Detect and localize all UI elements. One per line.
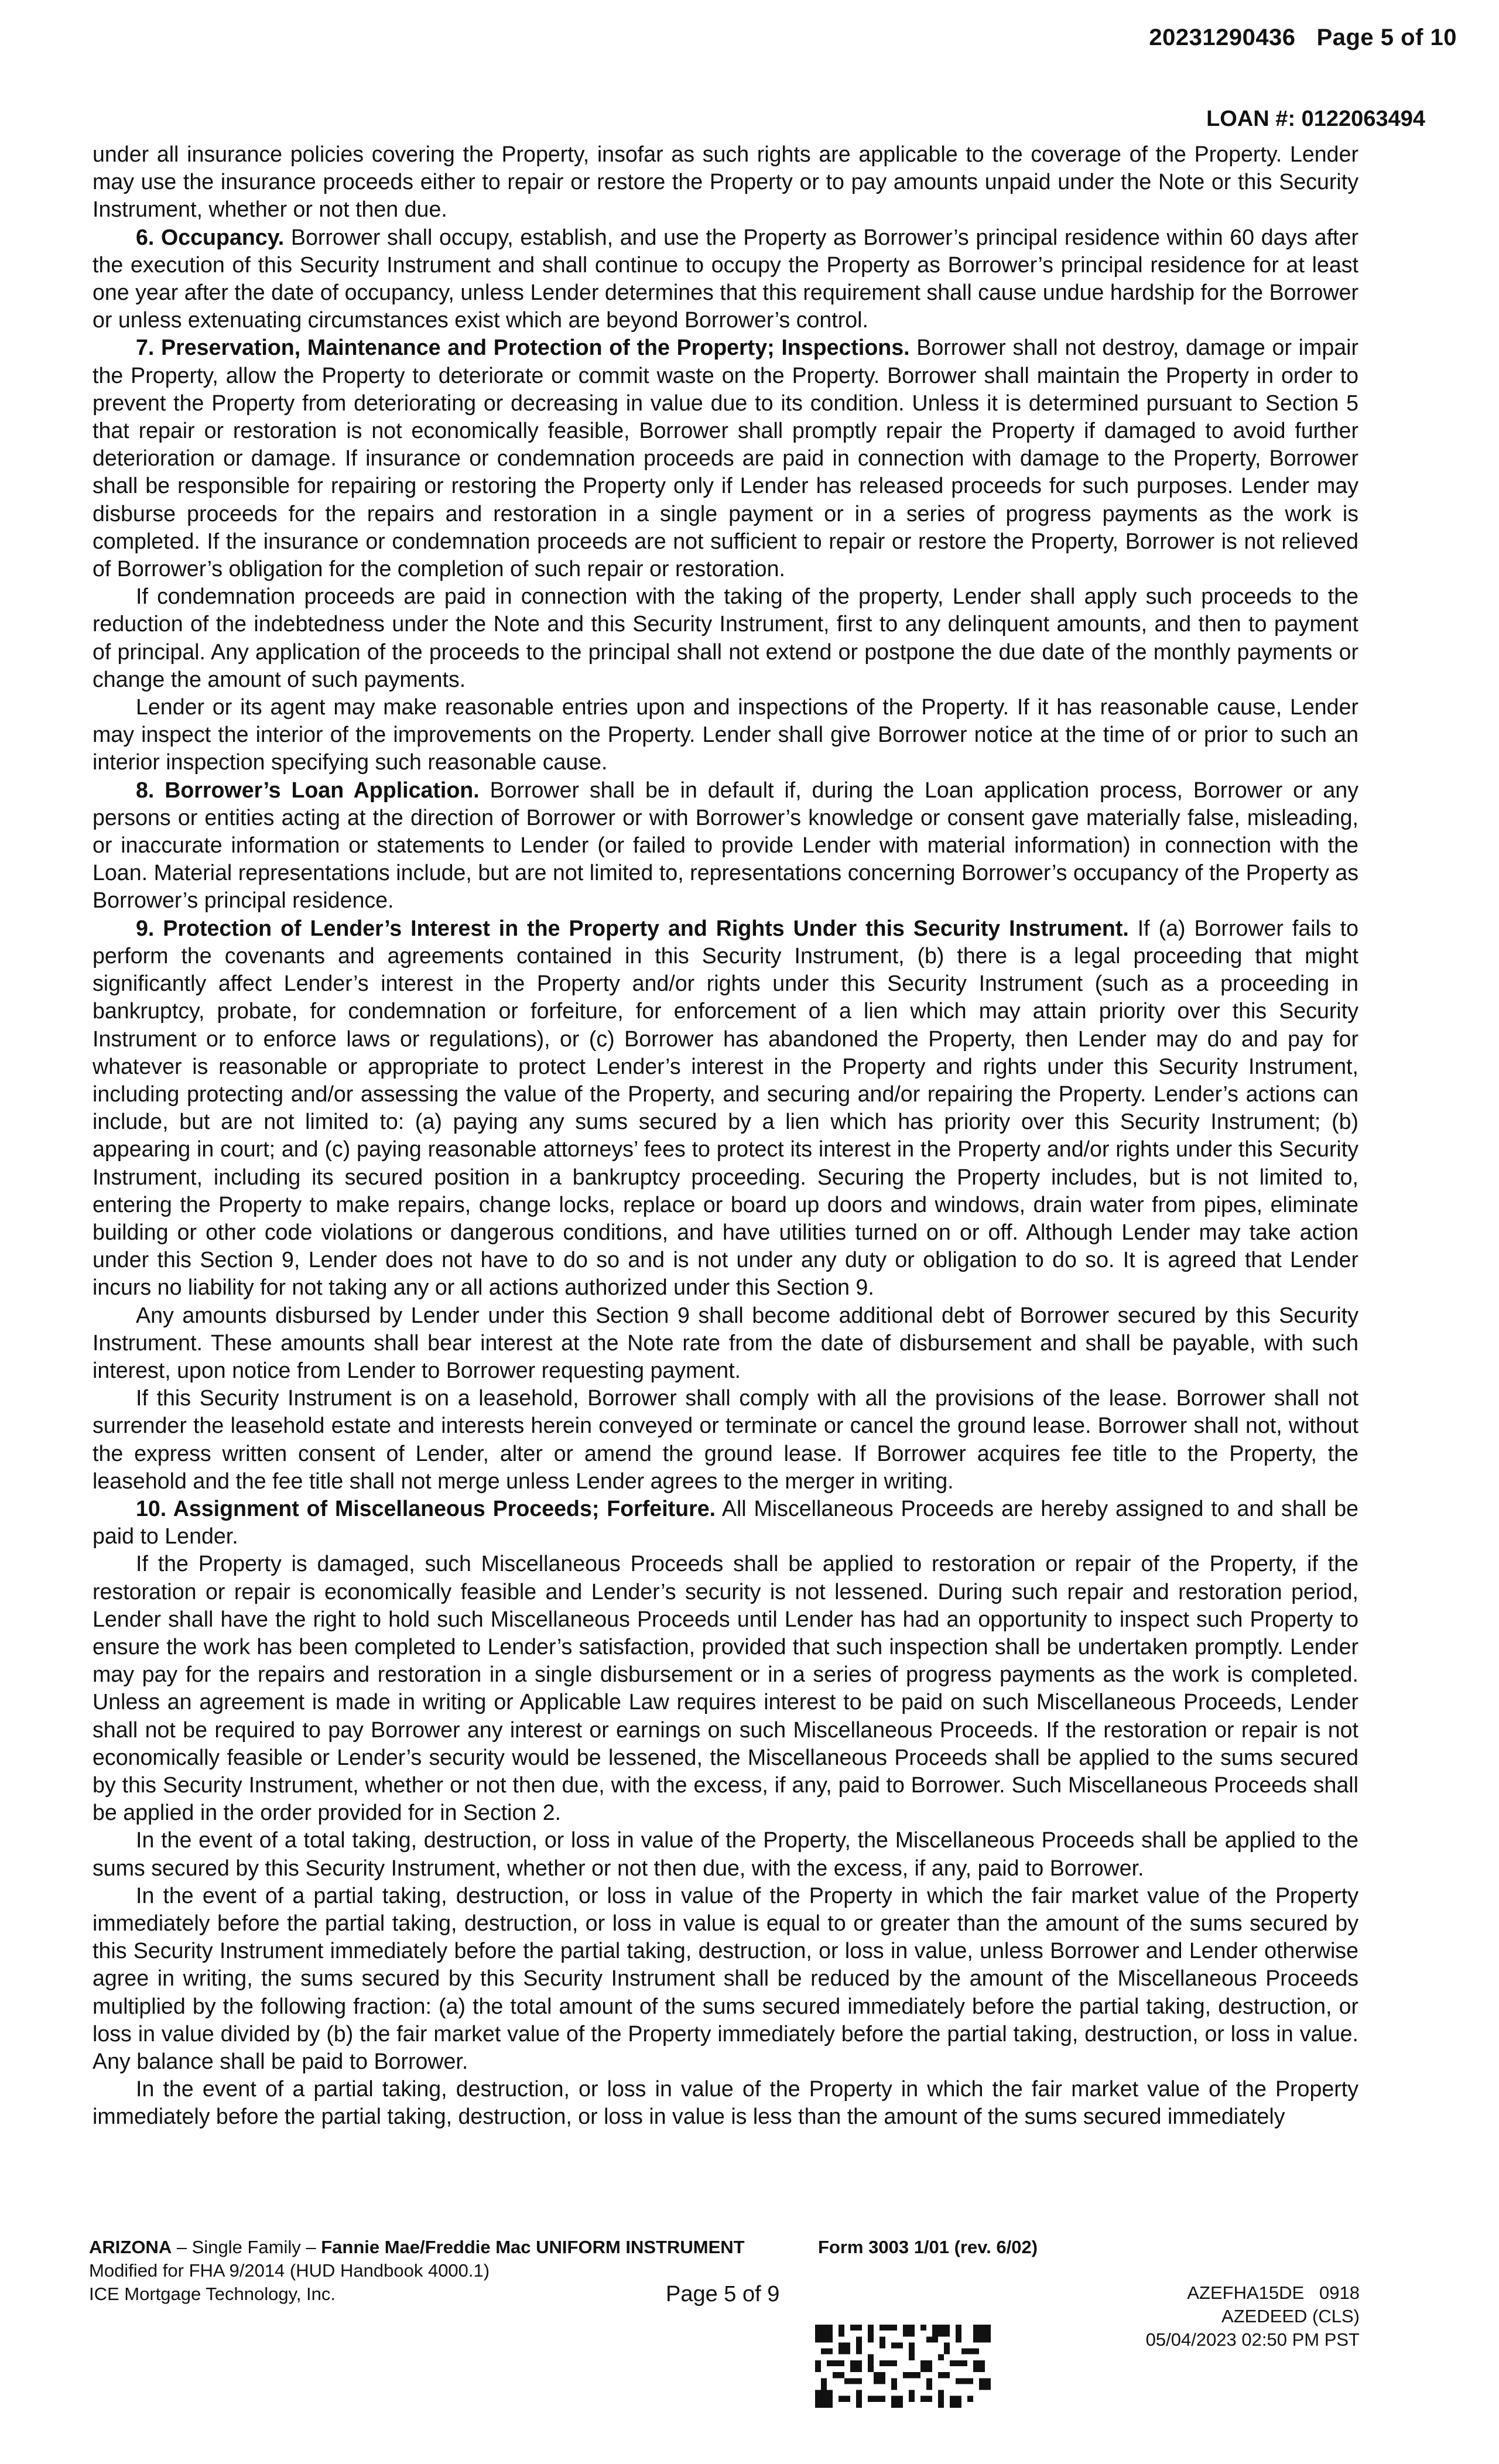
- section-heading: 8. Borrower’s Loan Application.: [136, 777, 480, 802]
- paragraph: Lender or its agent may make reasonable entries upon and inspections of the Property. If it has reasonable cause, Lender may inspect the interior of the improvements on the Property. Lender shall give Borrower notice at the time of or prior to such an interior inspection specifying such reasonable cause.: [93, 694, 1358, 775]
- footer-code-2: AZEDEED (CLS): [1221, 2306, 1360, 2326]
- section-heading: 9. Protection of Lender’s Interest in the Property and Rights Under this Security Instrument.: [136, 915, 1129, 940]
- page-footer: [89, 2236, 1360, 2446]
- footer-vendor: ICE Mortgage Technology, Inc.: [89, 2284, 336, 2304]
- barcode-icon: [815, 2325, 991, 2408]
- footer-form-desc: – Single Family –: [172, 2237, 321, 2257]
- paragraph: under all insurance policies covering the Property, insofar as such rights are applicable to the coverage of the Property. Lender may use the insurance proceeds either to repair or restore the Property or to pay amounts unpaid under the Note or this Security Instrument, whether or not then due.: [93, 142, 1358, 222]
- section-8: [93, 776, 1358, 915]
- paragraph: In the event of a partial taking, destruction, or loss in value of the Property in which the fair market value of the Property immediately before the partial taking, destruction, or loss in value is less than the amount of the sums secured immediately: [93, 2076, 1358, 2129]
- section-heading: 6. Occupancy.: [136, 224, 285, 249]
- document-body: [93, 141, 1358, 2131]
- section-text: Borrower shall not destroy, damage or impair the Property, allow the Property to deteriorate or commit waste on the Property. Borrower shall maintain the Property in order to prevent the Property from deteriorating or decreasing in value due to its condition. Unless it is determined pursuant to Section 5 that repair or restoration is not economically feasible, Borrower shall promptly repair the Property if damaged to avoid further deterioration or damage. If insurance or condemnation proceeds are paid in connection with damage to the Property, Borrower shall be responsible for repairing or restoring the Property only if Lender has released proceeds for such purposes. Lender may disburse proceeds for the repairs and restoration in a single payment or in a series of progress payments as the work is completed. If the insurance or condemnation proceeds are not sufficient to repair or restore the Property, Borrower is not relieved of Borrower’s obligation for the completion of such repair or restoration.: [93, 335, 1358, 581]
- section-heading: 10. Assignment of Miscellaneous Proceeds; Forfeiture.: [136, 1495, 716, 1521]
- section-9: [93, 915, 1358, 1302]
- footer-state: ARIZONA: [89, 2237, 172, 2257]
- recording-header: [1149, 25, 1457, 51]
- section-text: All Miscellaneous Proceeds are hereby assigned to and shall be paid to Lender.: [93, 1495, 1358, 1549]
- section-10: [93, 1495, 1358, 1550]
- paragraph: If condemnation proceeds are paid in connection with the taking of the property, Lender shall apply such proceeds to the reduction of the indebtedness under the Note and this Security Instrument, first to any delinquent amounts, and then to payment of principal. Any application of the proceeds to the principal shall not extend or postpone the due date of the monthly payments or change the amount of such payments.: [93, 584, 1358, 692]
- paragraph: If the Property is damaged, such Miscellaneous Proceeds shall be applied to restoration or repair of the Property, if the restoration or repair is economically feasible and Lender’s security is not lessened. During such repair and restoration period, Lender shall have the right to hold such Miscellaneous Proceeds until Lender has had an opportunity to inspect such Property to ensure the work has been completed to Lender’s satisfaction, provided that such inspection shall be undertaken promptly. Lender may pay for the repairs and restoration in a single disbursement or in a series of progress payments as the work is completed. Unless an agreement is made in writing or Applicable Law requires interest to be paid on such Miscellaneous Proceeds, Lender shall not be required to pay Borrower any interest or earnings on such Miscellaneous Proceeds. If the restoration or repair is not economically feasible or Lender’s security would be lessened, the Miscellaneous Proceeds shall be applied to the sums secured by this Security Instrument, whether or not then due, with the excess, if any, paid to Borrower. Such Miscellaneous Proceeds shall be applied in the order provided for in Section 2.: [93, 1551, 1358, 1825]
- record-number: 20231290436: [1149, 25, 1296, 50]
- section-text: If (a) Borrower fails to perform the covenants and agreements contained in this Security Instrument, (b) there is a legal proceeding that might significantly affect Lender’s interest in the Property and/or rights under this Security Instrument (such as a proceeding in bankruptcy, probate, for condemnation or forfeiture, for enforcement of a lien which may attain priority over this Security Instrument or to enforce laws or regulations), or (c) Borrower has abandoned the Property, then Lender may do and pay for whatever is reasonable or appropriate to protect Lender’s interest in the Property and rights under this Security Instrument, including protecting and/or assessing the value of the Property, and securing and/or repairing the Property. Lender’s actions can include, but are not limited to: (a) paying any sums secured by a lien which has priority over this Security Instrument; (b) appearing in court; and (c) paying reasonable attorneys’ fees to protect its interest in the Property and/or rights under this Security Instrument, including its secured position in a bankruptcy proceeding. Securing the Property includes, but is not limited to, entering the Property to make repairs, change locks, replace or board up doors and windows, drain water from pipes, eliminate building or other code violations or dangerous conditions, and have utilities turned on or off. Although Lender may take action under this Section 9, Lender does not have to do so and is not under any duty or obligation to do so. It is agreed that Lender incurs no liability for not taking any or all actions authorized under this Section 9.: [93, 915, 1359, 1300]
- footer-instrument: Fannie Mae/Freddie Mac UNIFORM INSTRUMENT: [321, 2237, 745, 2257]
- section-heading: 7. Preservation, Maintenance and Protection of the Property; Inspections.: [136, 335, 910, 360]
- footer-code-1: AZEFHA15DE 0918: [1187, 2282, 1360, 2303]
- loan-number: LOAN #: 0122063494: [1206, 107, 1425, 131]
- paragraph: Any amounts disbursed by Lender under this Section 9 shall become additional debt of Borrower secured by this Security Instrument. These amounts shall bear interest at the Note rate from the date of disbursement and shall be payable, with such interest, upon notice from Lender to Borrower requesting payment.: [93, 1302, 1358, 1382]
- footer-timestamp: 05/04/2023 02:50 PM PST: [1145, 2329, 1360, 2350]
- footer-page-number: Page 5 of 9: [666, 2282, 780, 2306]
- footer-codes: [1146, 2281, 1360, 2352]
- paragraph: In the event of a total taking, destruction, or loss in value of the Property, the Miscellaneous Proceeds shall be applied to the sums secured by this Security Instrument, whether or not then due, with the excess, if any, paid to Borrower.: [93, 1828, 1358, 1880]
- paragraph: In the event of a partial taking, destruction, or loss in value of the Property in which the fair market value of the Property immediately before the partial taking, destruction, or loss in value is equal to or greater than the amount of the sums secured by this Security Instrument immediately before the partial taking, destruction, or loss in value, unless Borrower and Lender otherwise agree in writing, the sums secured by this Security Instrument shall be reduced by the amount of the Miscellaneous Proceeds multiplied by the following fraction: (a) the total amount of the sums secured immediately before the partial taking, destruction, or loss in value divided by (b) the fair market value of the Property immediately before the partial taking, destruction, or loss in value. Any balance shall be paid to Borrower.: [93, 1883, 1358, 2074]
- section-7: [93, 334, 1358, 583]
- section-text: Borrower shall occupy, establish, and use the Property as Borrower’s principal residence within 60 days after the execution of this Security Instrument and shall continue to occupy the Property as Borrower’s principal residence for at least one year after the date of occupancy, unless Lender determines that this requirement shall cause undue hardship for the Borrower or unless extenuating circumstances exist which are beyond Borrower’s control.: [93, 224, 1358, 333]
- footer-form-info: [89, 2236, 745, 2306]
- footer-modified: Modified for FHA 9/2014 (HUD Handbook 4000.1): [89, 2260, 490, 2281]
- paragraph: If this Security Instrument is on a leasehold, Borrower shall comply with all the provisions of the lease. Borrower shall not surrender the leasehold estate and interests herein conveyed or terminate or cancel the ground lease. Borrower shall not, without the express written consent of Lender, alter or amend the ground lease. If Borrower acquires fee title to the Property, the leasehold and the fee title shall not merge unless Lender agrees to the merger in writing.: [93, 1385, 1358, 1493]
- section-text: Borrower shall be in default if, during the Loan application process, Borrower or any persons or entities acting at the direction of Borrower or with Borrower’s knowledge or consent gave materially false, misleading, or inaccurate information or statements to Lender (or failed to provide Lender with material information) in connection with the Loan. Material representations include, but are not limited to, representations concerning Borrower’s occupancy of the Property as Borrower’s principal residence.: [93, 777, 1358, 913]
- section-6: [93, 224, 1358, 334]
- recording-page-label: Page 5 of 10: [1316, 25, 1457, 50]
- footer-form-number: Form 3003 1/01 (rev. 6/02): [818, 2237, 1038, 2257]
